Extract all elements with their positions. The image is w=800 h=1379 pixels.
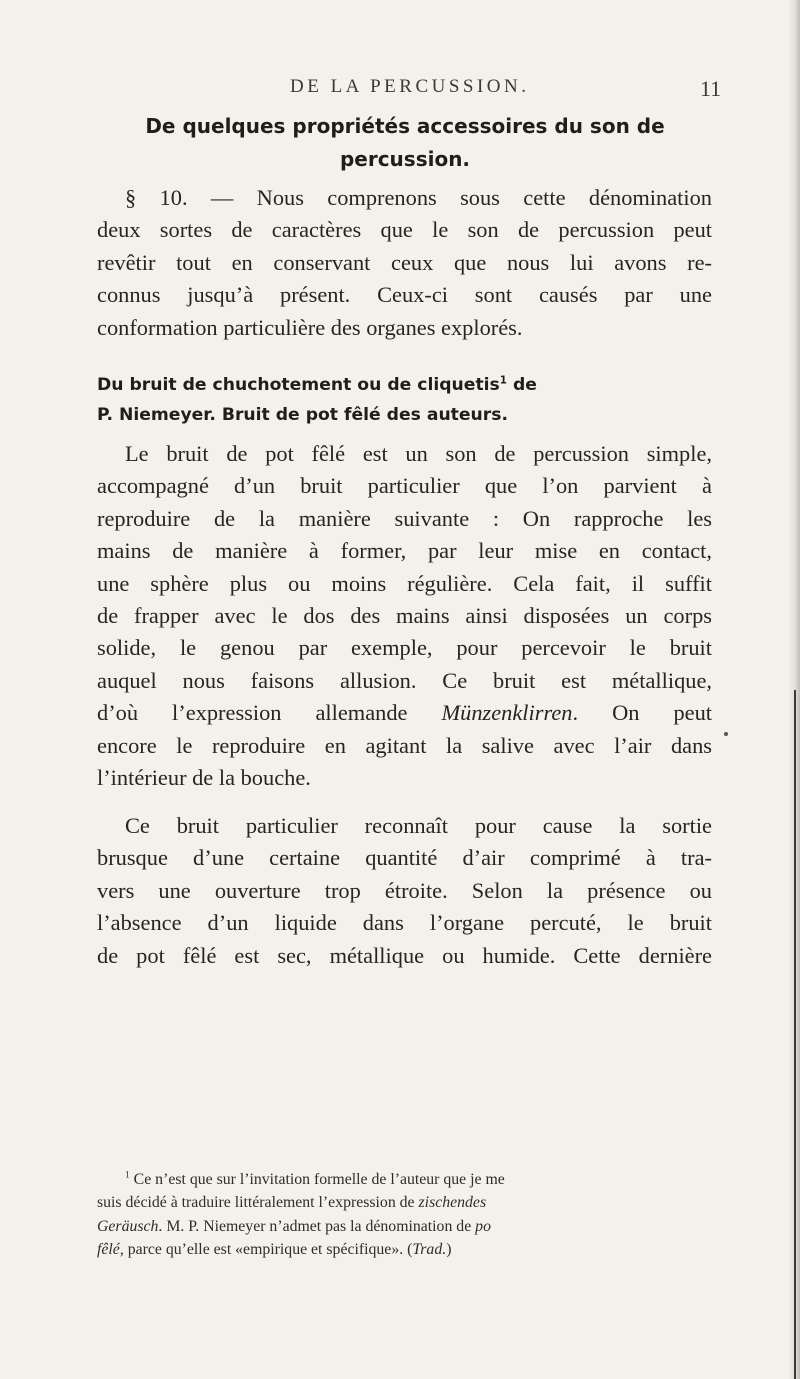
margin-dot-mark [724, 732, 728, 736]
paragraph-3-line-3: vers une ouverture trop étroite. Selon la présence ou [97, 877, 712, 903]
footnote-line-2 [97, 1191, 712, 1214]
footnote-line-1-text: Ce n’est que sur l’invitation formelle de l’auteur que je me [129, 1171, 505, 1188]
paragraph-1-line-4: connus jusqu’à présent. Ceux-ci sont causés par une [97, 282, 712, 308]
sub-heading [97, 370, 712, 430]
paragraph-2-line-9 [97, 697, 712, 729]
paragraph-2-line-7: solide, le genou par exemple, pour percevoir le bruit [97, 635, 712, 661]
paragraph-3 [97, 810, 712, 972]
paragraph-2-line-9-end: . On peut [572, 700, 712, 726]
paragraph-2-line-2: accompagné d’un bruit particulier que l’on parvient à [97, 473, 712, 499]
paragraph-2-line-5: une sphère plus ou moins régulière. Cela fait, il suffit [97, 570, 712, 596]
paragraph-3-line-5: de pot fêlé est sec, métallique ou humide. Cette dernière [97, 942, 712, 968]
paragraph-1-line-1: § 10. — Nous comprenons sous cette dénomination [125, 185, 712, 210]
paragraph-2-line-8: auquel nous faisons allusion. Ce bruit est métallique, [97, 667, 712, 693]
sub-heading-line-1-text: Du bruit de chuchotement ou de cliquetis [97, 375, 500, 395]
sub-heading-line-1 [97, 370, 712, 400]
paragraph-1 [97, 182, 712, 344]
page-number: 11 [700, 76, 722, 101]
running-title: DE LA PERCUSSION. [290, 76, 530, 97]
sub-heading-line-1-end: de [506, 375, 537, 395]
footnote-italic-fele: fêlé [97, 1241, 120, 1259]
paragraph-2-line-11: l’intérieur de la bouche. [97, 765, 311, 791]
sub-heading-line-2: P. Niemeyer. Bruit de pot fêlé des auteurs. [97, 405, 509, 425]
page-edge-line [794, 690, 796, 1379]
paragraph-2-line-10: encore le reproduire en agitant la salive avec l’air dans [97, 732, 712, 758]
footnote-line-4-text: , parce qu’elle est «empirique et spécifique». ( [119, 1241, 413, 1259]
footnote-italic-trad: Trad. [412, 1241, 447, 1259]
paragraph-2-line-4: mains de manière à former, par leur mise en contact, [97, 538, 712, 564]
paragraph-3-line-4: l’absence d’un liquide dans l’organe percuté, le bruit [97, 910, 712, 936]
footnote-italic-po: po [475, 1217, 491, 1235]
paragraph-3-line-1: Ce bruit particulier reconnaît pour cause la sortie [125, 813, 712, 838]
paragraph-3-line-2: brusque d’une certaine quantité d’air comprimé à tra- [97, 845, 712, 871]
footnote-line-3 [97, 1215, 712, 1238]
paragraph-2 [97, 438, 712, 794]
section-heading-line-1: De quelques propriétés accessoires du son de [145, 114, 665, 138]
paragraph-2-line-3: reproduire de la manière suivante : On rapproche les [97, 505, 712, 531]
paragraph-1-line-3: revêtir tout en conservant ceux que nous lui avons re- [97, 249, 712, 275]
footnote-line-4 [97, 1238, 712, 1261]
footnote-line-2-text: suis décidé à traduire littéralement l’expression de [97, 1194, 419, 1212]
paragraph-2-line-9-start: d’où l’expression allemande [97, 700, 442, 726]
paragraph-1-line-5: conformation particulière des organes explorés. [97, 314, 523, 340]
footnote-line-1 [97, 1168, 712, 1191]
footnote-line-3-text: . M. P. Niemeyer n’admet pas la dénomination de [158, 1217, 476, 1235]
paragraph-2-line-6: de frapper avec le dos des mains ainsi disposées un corps [97, 603, 712, 629]
footnote-italic-gerausch: Geräusch [97, 1217, 159, 1235]
italic-term-munzenklirren: Münzenklirren [441, 700, 573, 726]
section-heading-line-2: percussion. [339, 147, 471, 171]
section-heading [95, 110, 715, 176]
paragraph-2-line-1: Le bruit de pot fêlé est un son de percussion simple, [125, 441, 712, 466]
footnote [97, 1168, 712, 1262]
footnote-italic-zischendes: zischendes [418, 1194, 487, 1212]
running-head [0, 76, 800, 106]
footnote-mark: 1 [125, 1170, 130, 1181]
footnote-reference-mark: 1 [499, 374, 507, 387]
paragraph-1-line-2: deux sortes de caractères que le son de percussion peut [97, 217, 712, 243]
footnote-line-4-end: ) [446, 1241, 452, 1259]
